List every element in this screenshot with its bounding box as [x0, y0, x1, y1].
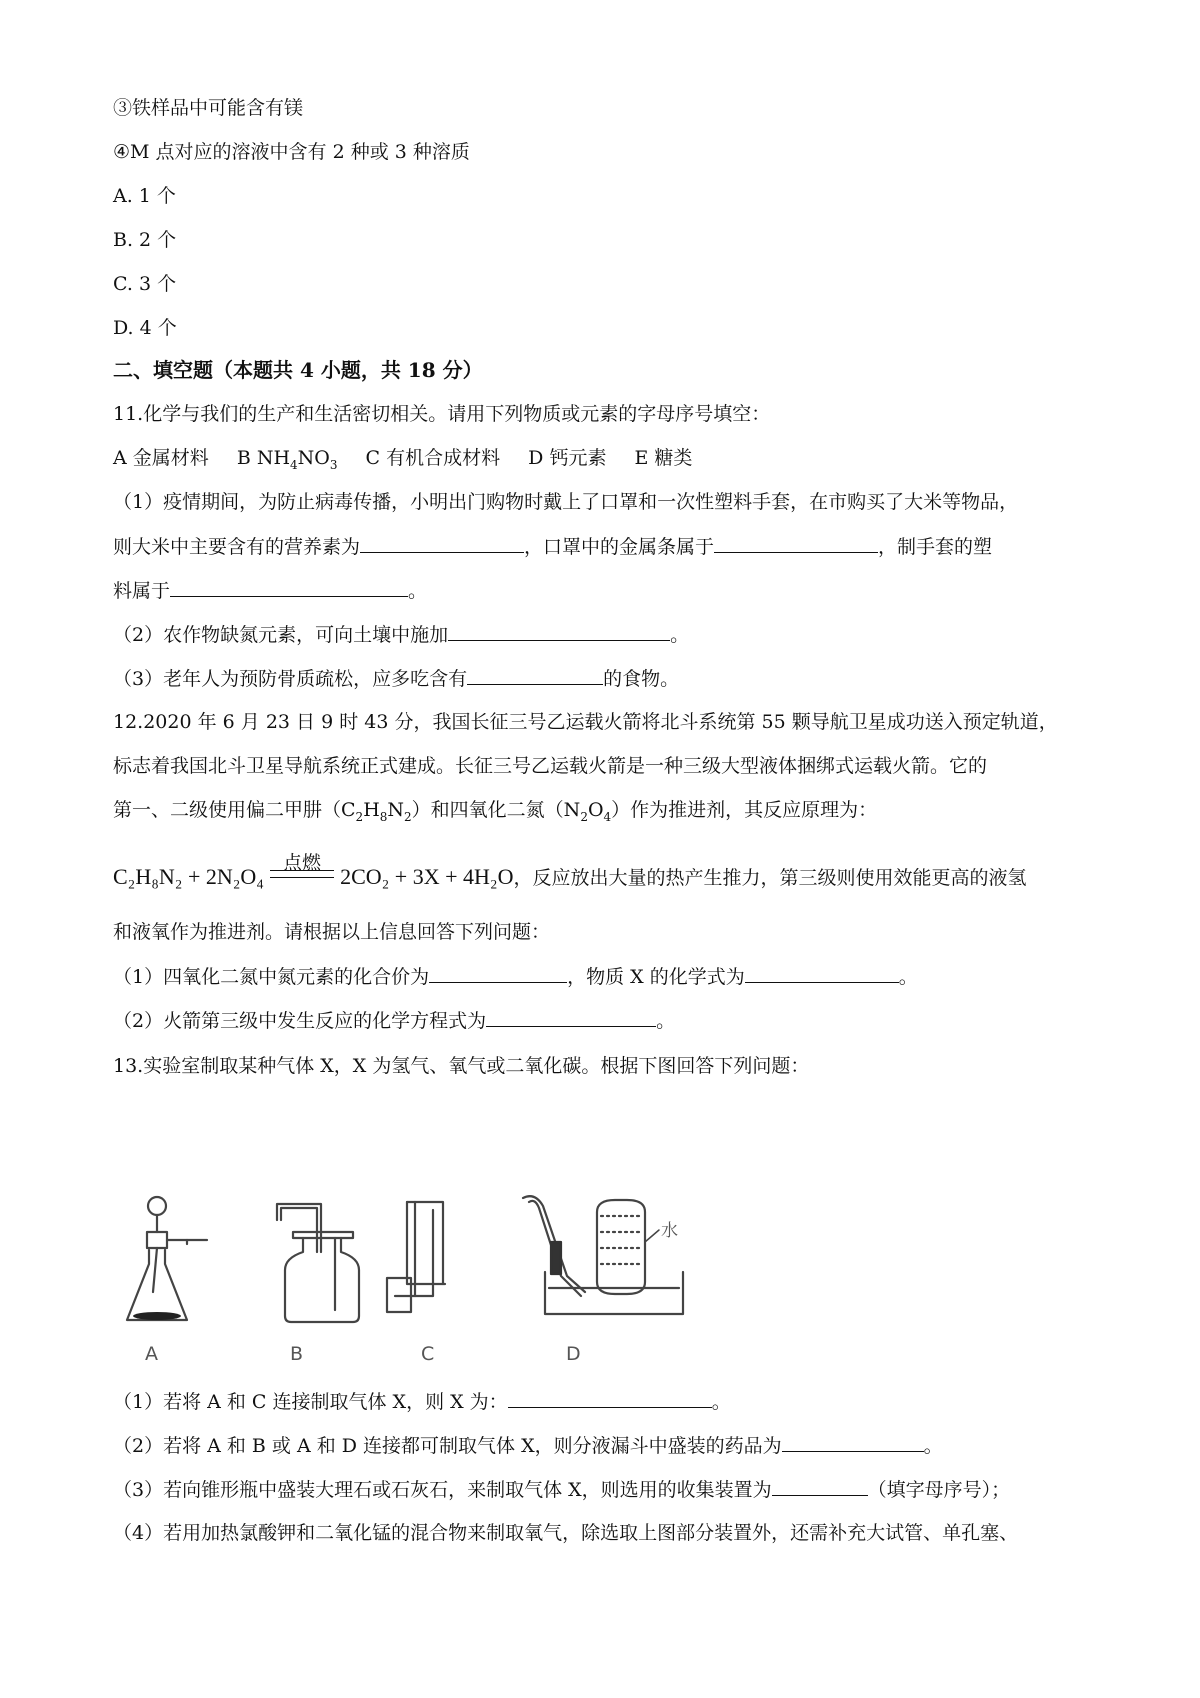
statement-3: ③铁样品中可能含有镁 — [113, 97, 304, 119]
answer-blank[interactable] — [360, 534, 524, 553]
answer-blank[interactable] — [745, 964, 899, 983]
fig-label-b: B — [290, 1343, 304, 1365]
q11-option-c: C 有机合成材料 — [365, 447, 501, 469]
apparatus-figure — [125, 1192, 745, 1342]
answer-blank[interactable] — [714, 534, 878, 553]
section-heading: 二、填空题（本题共 4 小题，共 18 分） — [113, 358, 483, 382]
choice-c: C. 3 个 — [113, 273, 177, 295]
q13-part3: （3）若向锥形瓶中盛装大理石或石灰石，来制取气体 X，则选用的收集装置为 （填字母序号）； — [113, 1479, 1011, 1501]
choice-b: B. 2 个 — [113, 229, 177, 251]
q11-option-d: D 钙元素 — [528, 447, 607, 469]
reaction-arrow — [270, 852, 334, 884]
apparatus-a-flask-icon — [127, 1197, 207, 1320]
choice-d: D. 4 个 — [113, 317, 177, 339]
q11-option-b: B $NH_4NO_3$ — [236, 447, 338, 472]
q11-part2: （2）农作物缺氮元素，可向土壤中施加 。 — [113, 624, 690, 646]
apparatus-c-collector-icon — [387, 1202, 445, 1312]
answer-blank[interactable] — [448, 622, 670, 641]
q11-part1-line2: 则大米中主要含有的营养素为 ，口罩中的金属条属于 ，制手套的塑 — [113, 536, 993, 558]
q13-part2: （2）若将 A 和 B 或 A 和 D 连接都可制取气体 X，则分液漏斗中盛装的药品为 。 — [113, 1435, 943, 1457]
q11-part1-line1: （1）疫情期间，为防止病毒传播，小明出门购物时戴上了口罩和一次性塑料手套，在市购买了大米等物品， — [113, 491, 1019, 513]
fig-label-c: C — [421, 1343, 435, 1365]
water-label: 水 — [661, 1221, 678, 1241]
answer-blank[interactable] — [467, 666, 603, 685]
reaction-condition: 点燃 — [283, 852, 322, 874]
equation-reactants: C₂H₈N₂ + 2N₂O₄ — [113, 864, 264, 889]
q13-stem: 13.实验室制取某种气体 X，X 为氢气、氧气或二氧化碳。根据下图回答下列问题： — [113, 1055, 810, 1077]
q12-line3: 第一、二级使用偏二甲肼$(C_2H_8N_2)$和四氧化二氮$(N_2O_4)$作为推进剂，其反应原理为： — [113, 799, 878, 824]
equation-products: 2CO₂ + 3X + 4H₂O — [340, 864, 514, 889]
q11-part3: （3）老年人为预防骨质疏松，应多吃含有 的食物。 — [113, 668, 680, 690]
answer-blank[interactable] — [772, 1477, 868, 1496]
fig-label-a: A — [145, 1343, 158, 1365]
q11-part1-line3: 料属于 。 — [113, 580, 428, 602]
q12-part1: （1）四氧化二氮中氮元素的化合价为 ，物质 X 的化学式为 。 — [113, 966, 918, 988]
equation-tail: ，反应放出大量的热产生推力，第三级则使用效能更高的液氢 — [513, 867, 1027, 889]
q13-part4: （4）若用加热氯酸钾和二氧化锰的混合物来制取氧气，除选取上图部分装置外，还需补充大试管、单孔塞、 — [113, 1522, 1019, 1544]
answer-blank[interactable] — [429, 964, 567, 983]
fig-label-d: D — [566, 1343, 581, 1365]
q13-part1: （1）若将 A 和 C 连接制取气体 X，则 X 为： 。 — [113, 1391, 731, 1413]
q11-option-a: A 金属材料 — [113, 447, 209, 469]
q12-line5: 和液氧作为推进剂。请根据以上信息回答下列问题： — [113, 921, 551, 943]
q11-options — [113, 446, 1120, 470]
q11-option-e: E 糖类 — [634, 447, 693, 469]
answer-blank[interactable] — [782, 1433, 924, 1452]
answer-blank[interactable] — [508, 1389, 712, 1408]
q12-equation — [113, 852, 1120, 894]
q12-line1: 12.2020 年 6 月 23 日 9 时 43 分，我国长征三号乙运载火箭将北斗系统第 55 颗导航卫星成功送入预定轨道， — [113, 711, 1058, 733]
answer-blank[interactable] — [486, 1008, 656, 1027]
statement-4: ④M 点对应的溶液中含有 2 种或 3 种溶质 — [113, 141, 470, 163]
apparatus-b-bottle-icon — [277, 1204, 359, 1322]
apparatus-d-water-trough-icon — [523, 1196, 683, 1314]
q11-stem: 11.化学与我们的生产和生活密切相关。请用下列物质或元素的字母序号填空： — [113, 403, 771, 425]
q12-part2: （2）火箭第三级中发生反应的化学方程式为 。 — [113, 1010, 676, 1032]
q12-line2: 标志着我国北斗卫星导航系统正式建成。长征三号乙运载火箭是一种三级大型液体捆绑式运载火箭。它的 — [113, 755, 988, 777]
answer-blank[interactable] — [170, 578, 408, 597]
choice-a: A. 1 个 — [113, 185, 176, 207]
